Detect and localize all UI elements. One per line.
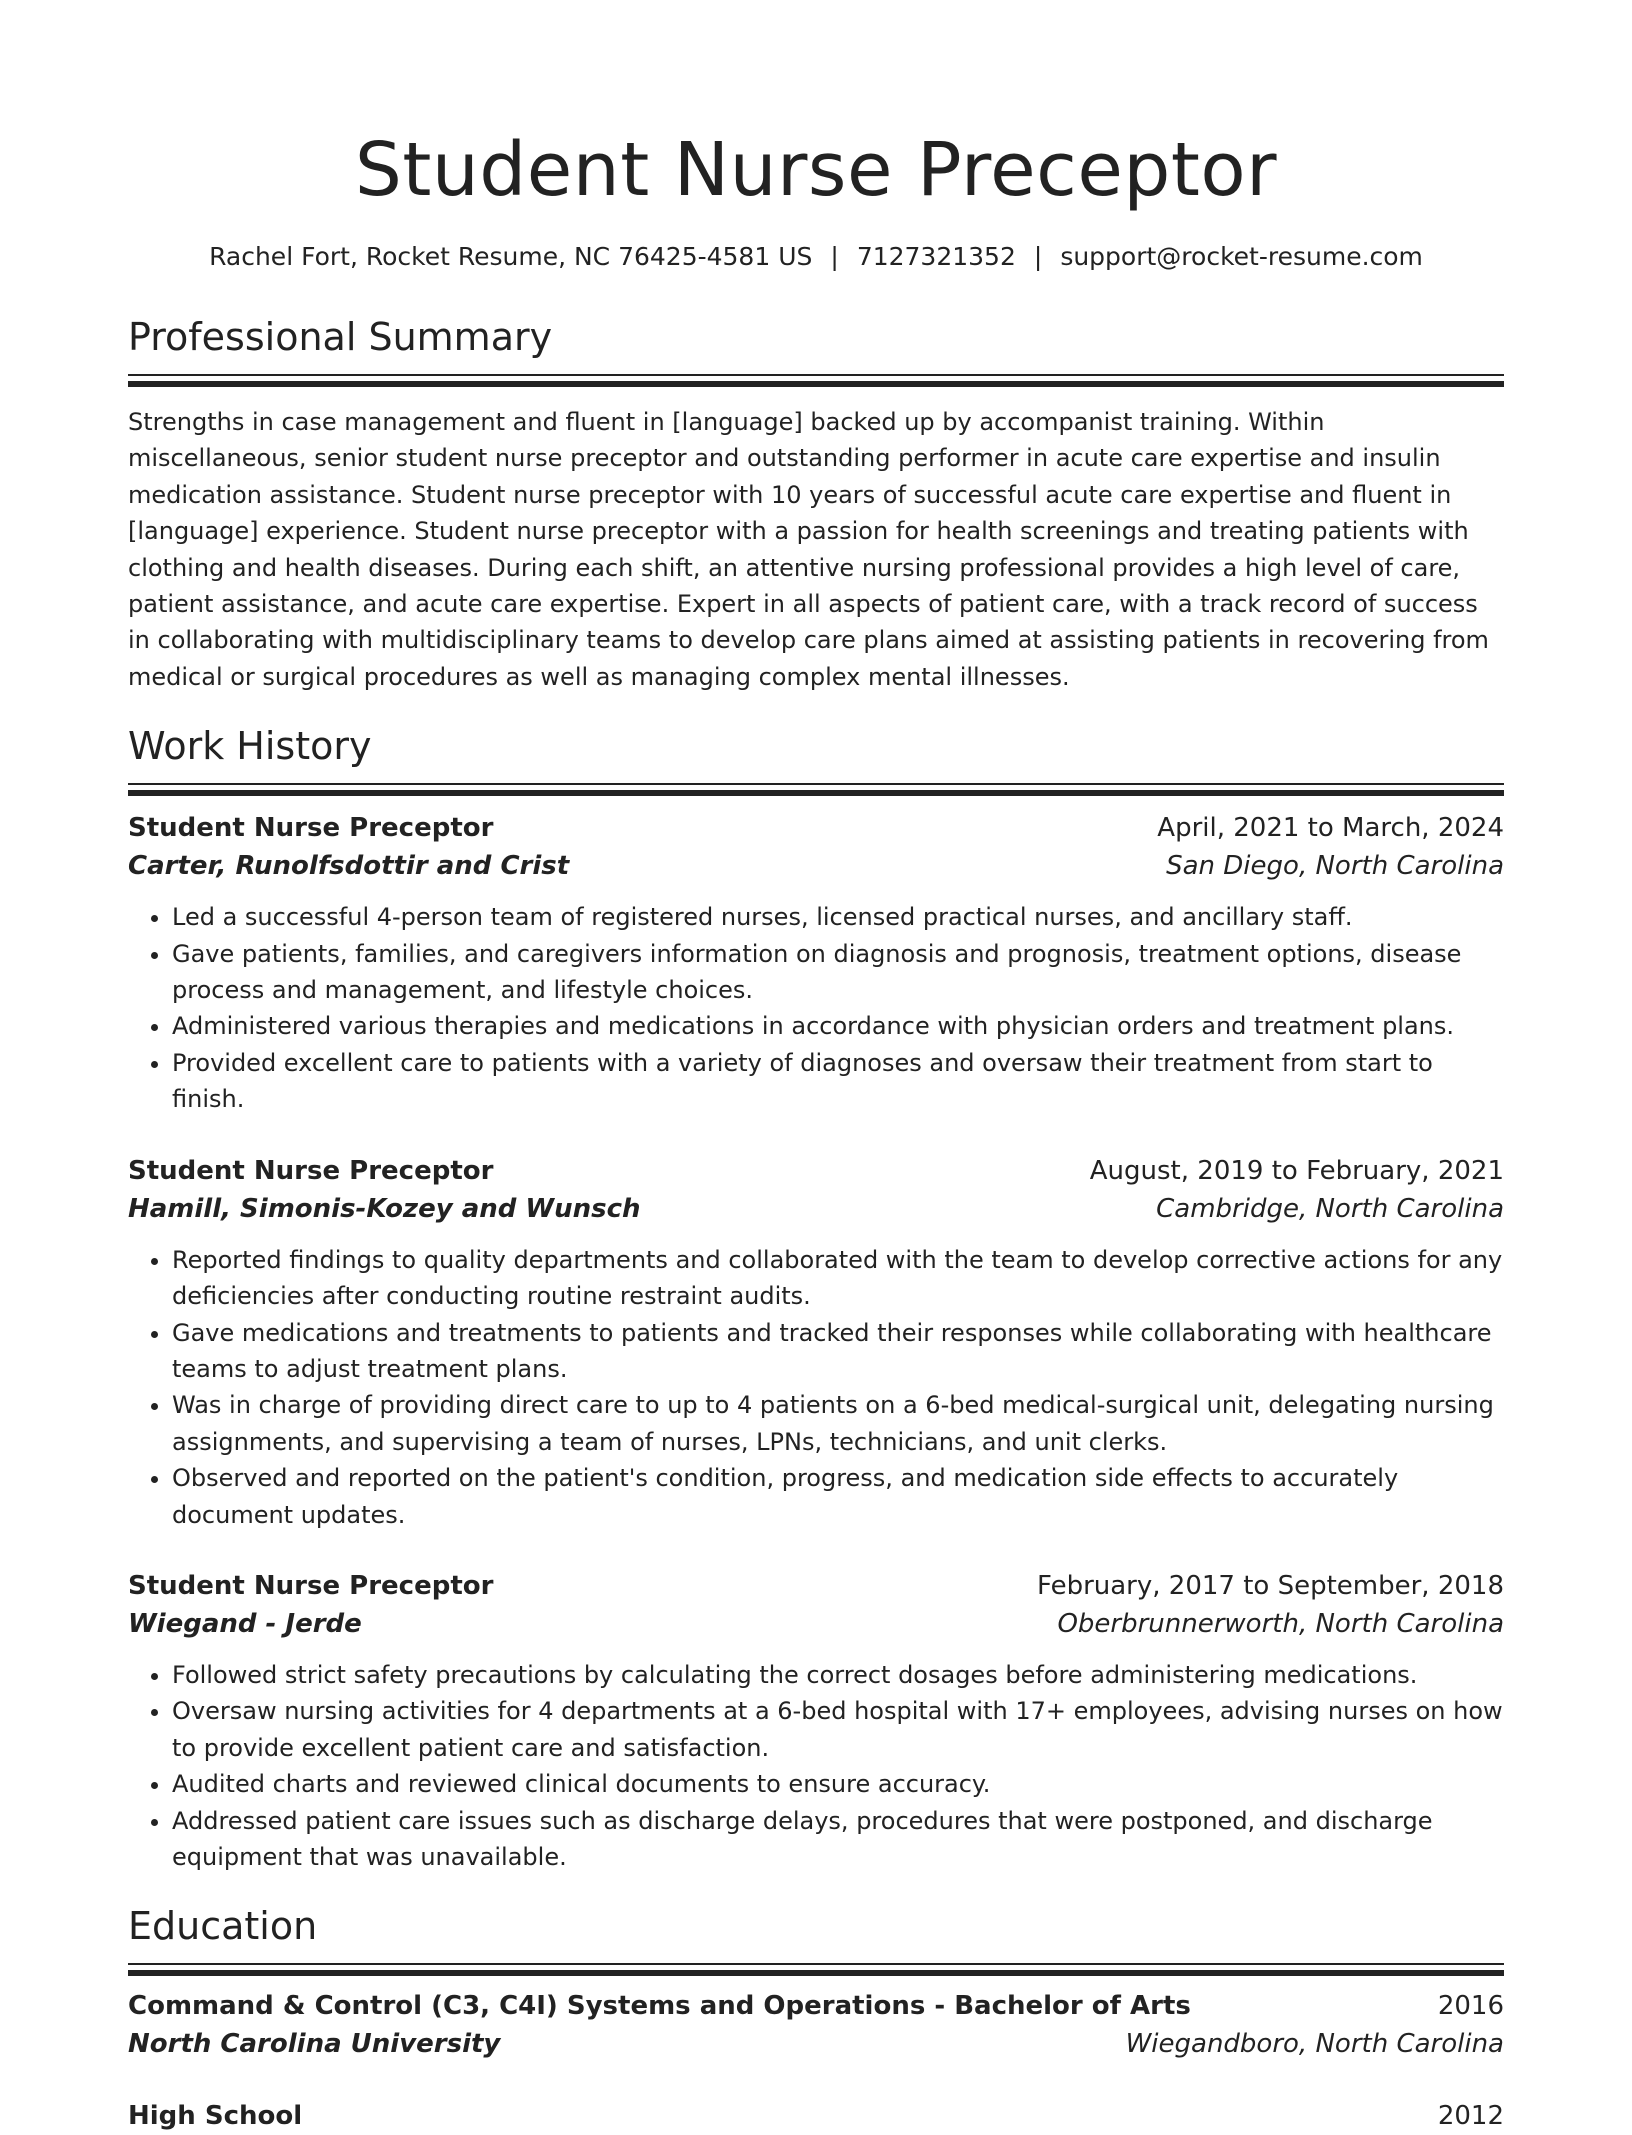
work-history-section xyxy=(128,721,1504,1875)
job-dates: February, 2017 to September, 2018 xyxy=(1037,1570,1504,1601)
job-location: San Diego, North Carolina xyxy=(1166,851,1504,882)
section-heading-work: Work History xyxy=(128,724,372,769)
list-item: • Followed strict safety precautions by calculating the correct dosages before administering medications. xyxy=(172,1657,1504,1693)
list-item: • Gave medications and treatments to patients and tracked their responses while collaborating with healthcare teams to adjust treatment plans. xyxy=(172,1315,1504,1388)
contact-address: Rachel Fort, Rocket Resume, NC 76425-4581 US xyxy=(209,242,813,271)
contact-line xyxy=(128,240,1504,274)
job-company: Hamill, Simonis-Kozey and Wunsch xyxy=(128,1193,641,1224)
job-title: Student Nurse Preceptor xyxy=(128,1155,494,1186)
job-company: Wiegand - Jerde xyxy=(128,1608,362,1639)
education-entry xyxy=(128,2097,1504,2135)
list-item: • Provided excellent care to patients with a variety of diagnoses and oversaw their treatment from start to finish. xyxy=(172,1045,1504,1118)
job-dates: August, 2019 to February, 2021 xyxy=(1089,1155,1504,1186)
job-dates: April, 2021 to March, 2024 xyxy=(1157,813,1504,844)
contact-phone: 7127321352 xyxy=(856,242,1016,271)
contact-email: support@rocket-resume.com xyxy=(1060,242,1423,271)
job-entry xyxy=(128,1152,1504,1533)
list-item: • Led a successful 4-person team of registered nurses, licensed practical nurses, and ancillary staff. xyxy=(172,899,1504,935)
section-divider xyxy=(128,374,1504,380)
summary-section xyxy=(128,312,1504,695)
education-year: 2012 xyxy=(1437,2101,1504,2132)
job-entry xyxy=(128,809,1504,1117)
job-entry xyxy=(128,1567,1504,1875)
job-company: Carter, Runolfsdottir and Crist xyxy=(128,851,570,882)
list-item: • Observed and reported on the patient's condition, progress, and medication side effects to accurately document updates. xyxy=(172,1460,1504,1533)
job-title: Student Nurse Preceptor xyxy=(128,813,494,844)
list-item: • Gave patients, families, and caregivers information on diagnosis and prognosis, treatment options, disease process and management, and lifestyle choices. xyxy=(172,936,1504,1009)
education-location: Wiegandboro, North Carolina xyxy=(1125,2029,1504,2060)
page-title: Student Nurse Preceptor xyxy=(354,127,1278,213)
list-item: • Oversaw nursing activities for 4 departments at a 6-bed hospital with 17+ employees, advising nurses on how to provide excellent patient care and satisfaction. xyxy=(172,1693,1504,1766)
section-heading-education: Education xyxy=(128,1904,318,1949)
education-section xyxy=(128,1901,1504,2135)
list-item: • Audited charts and reviewed clinical documents to ensure accuracy. xyxy=(172,1766,1504,1802)
list-item: • Was in charge of providing direct care to up to 4 patients on a 6-bed medical-surgical unit, delegating nursing assignments, and supervising a team of nurses, LPNs, technicians, and unit clerks. xyxy=(172,1387,1504,1460)
list-item: • Addressed patient care issues such as discharge delays, procedures that were postponed, and discharge equipment that was unavailable. xyxy=(172,1803,1504,1876)
section-divider xyxy=(128,783,1504,789)
job-location: Cambridge, North Carolina xyxy=(1156,1193,1504,1224)
list-item: • Reported findings to quality departments and collaborated with the team to develop corrective actions for any deficiencies after conducting routine restraint audits. xyxy=(172,1242,1504,1315)
education-entry xyxy=(128,1987,1504,2063)
education-degree: Command & Control (C3, C4I) Systems and Operations - Bachelor of Arts xyxy=(128,1991,1191,2022)
contact-separator: | xyxy=(1033,242,1043,271)
job-title: Student Nurse Preceptor xyxy=(128,1570,494,1601)
section-heading-summary: Professional Summary xyxy=(128,315,553,359)
section-divider xyxy=(128,1963,1504,1969)
contact-separator: | xyxy=(830,242,839,271)
job-bullets xyxy=(128,1242,1504,1533)
summary-text: Strengths in case management and fluent in [language] backed up by accompanist training. Within miscellaneous, senior student nurse preceptor and outstanding performer in acute care expertise and insulin medication assistance. Student nurse preceptor with 10 years of successful acute care expertise and fluent in [language] experience. Student nurse preceptor with a passion for health screenings and treating patients with clothing and health diseases. During each shift, an attentive nursing professional provides a high level of care, patient assistance, and acute care expertise. Expert in all aspects of patient care, with a track record of success in collaborating with multidisciplinary teams to develop care plans aimed at assisting patients in recovering from medical or surgical procedures as well as managing complex mental illnesses. xyxy=(128,408,1489,691)
job-bullets xyxy=(128,1657,1504,1875)
job-bullets xyxy=(128,899,1504,1117)
education-school: North Carolina University xyxy=(128,2029,501,2060)
job-location: Oberbrunnerworth, North Carolina xyxy=(1057,1608,1504,1639)
education-degree: High School xyxy=(128,2101,303,2132)
list-item: • Administered various therapies and medications in accordance with physician orders and treatment plans. xyxy=(172,1008,1504,1044)
education-year: 2016 xyxy=(1437,1991,1504,2022)
